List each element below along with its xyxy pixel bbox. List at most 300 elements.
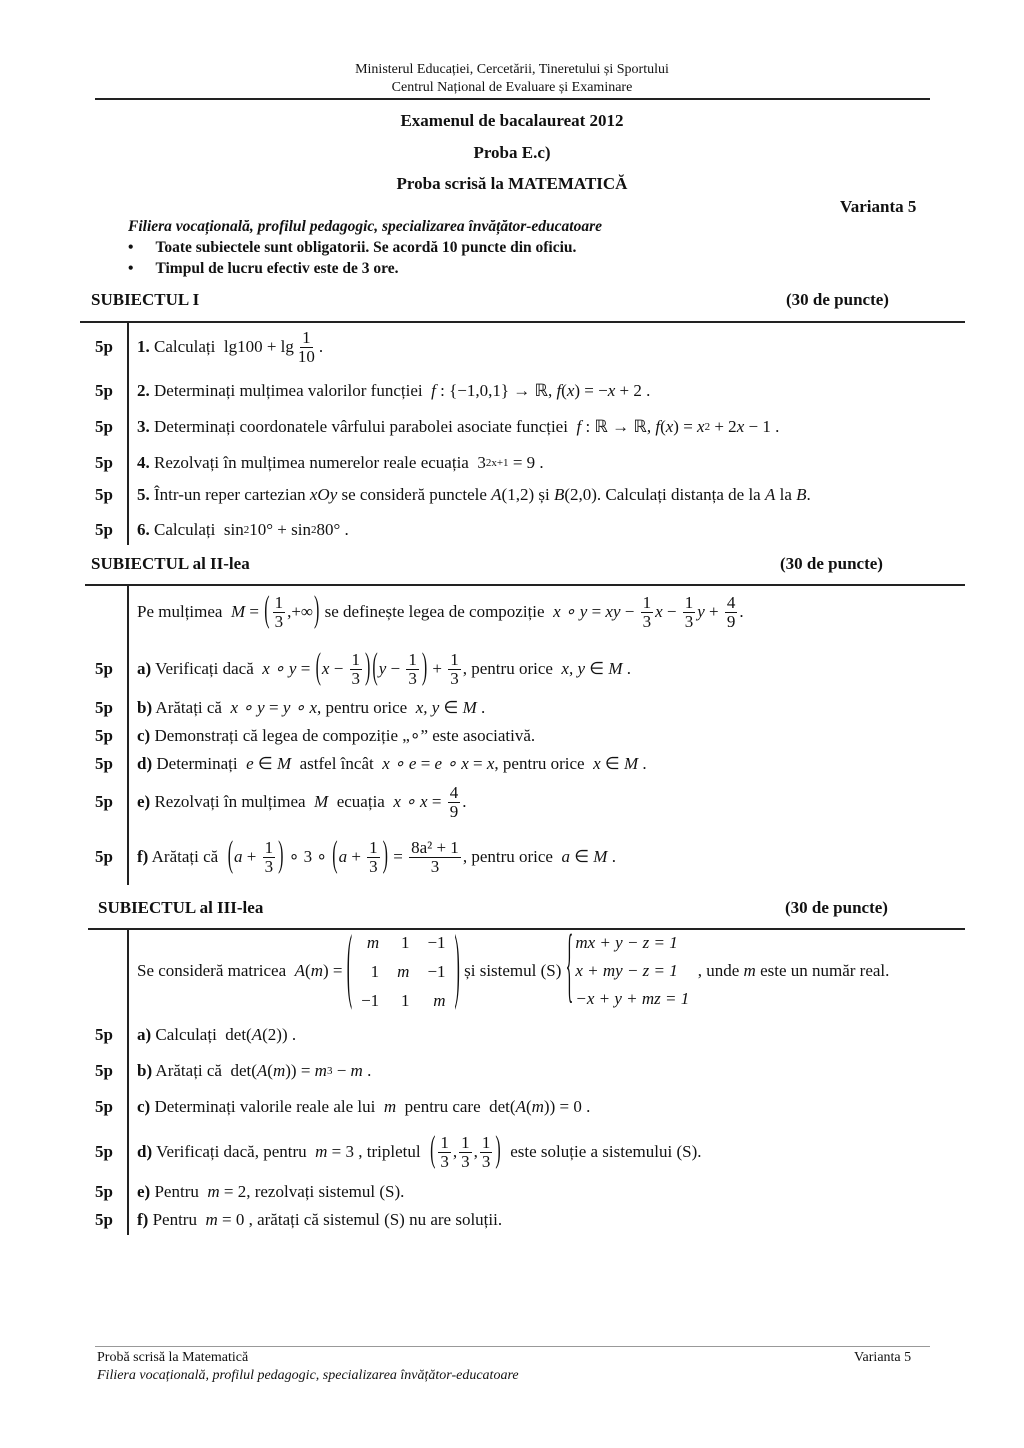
parenthesized-expression <box>429 1131 502 1171</box>
text-run: Verificați dacă <box>151 659 263 678</box>
question-text <box>137 1061 371 1081</box>
right-paren: ) <box>421 648 428 688</box>
numerator: 4 <box>449 782 459 802</box>
text-run: astfel încât <box>291 754 383 773</box>
math-variable: f <box>556 381 562 400</box>
center-name: Centrul Național de Evaluare și Examinare <box>391 80 633 95</box>
question-text <box>137 1210 502 1230</box>
problem-statement <box>137 924 890 1015</box>
text-run: , pentru orice <box>462 847 562 866</box>
fraction <box>367 839 380 876</box>
section-3-points: (30 de puncte) <box>785 898 888 917</box>
question-text <box>137 754 647 774</box>
system-equations <box>575 929 689 1013</box>
text-run: ∈ <box>600 754 624 773</box>
points-label: 5p <box>95 1210 113 1229</box>
text-run: + <box>704 602 723 621</box>
text-run: Se consideră matricea <box>137 961 295 980</box>
parenthesized-expression <box>263 591 320 631</box>
text-run: = 3 , tripletul <box>327 1142 430 1161</box>
item-label: 2. <box>137 381 150 400</box>
points-label: 5p <box>95 754 113 773</box>
text-run: . <box>622 659 631 678</box>
points-label: 5p <box>95 453 113 472</box>
text-run: = 2, rezolvați sistemul (S). <box>219 1182 405 1201</box>
footer-variant: Varianta 5 <box>854 1350 912 1365</box>
matrix-cell: m <box>397 961 410 981</box>
points-label: 5p <box>95 381 113 400</box>
math-variable: e ∘ x <box>434 754 469 773</box>
matrix-cell: −1 <box>427 961 446 981</box>
text-run: , pentru orice <box>317 698 416 717</box>
fraction <box>263 839 276 876</box>
math-variable: m <box>205 1210 218 1229</box>
matrix-cell: −1 <box>361 990 380 1010</box>
text-run: este un număr real. <box>755 961 890 980</box>
math-variable: e <box>246 754 254 773</box>
instruction-item <box>128 239 576 257</box>
denominator: 3 <box>440 1151 449 1171</box>
math-variable: x ∘ y <box>262 659 297 678</box>
numerator: 1 <box>481 1132 491 1152</box>
numerator: 1 <box>264 837 274 857</box>
points-label: 5p <box>95 1097 113 1116</box>
points-label: 5p <box>95 520 113 539</box>
text-run: − <box>329 659 348 678</box>
exponent: 2 <box>310 524 317 536</box>
math-variable: A <box>515 1097 526 1116</box>
text-run: la <box>775 485 797 504</box>
points-label: 5p <box>95 337 113 356</box>
section-2-title: SUBIECTUL al II-lea <box>91 554 250 573</box>
math-variable: x <box>321 659 330 678</box>
numerator: 1 <box>450 649 459 669</box>
question-text <box>137 485 811 505</box>
item-label: f) <box>137 1210 149 1229</box>
text-run: = <box>264 698 283 717</box>
question-text <box>137 648 631 688</box>
section-3-title: SUBIECTUL al III-lea <box>98 898 264 917</box>
item-label: e) <box>137 1182 151 1201</box>
math-variable: m <box>314 1061 327 1080</box>
fraction <box>725 594 738 631</box>
text-run: ∈ <box>439 698 463 717</box>
numerator: 1 <box>274 592 284 612</box>
text-run: ecuația <box>328 792 394 811</box>
exam-title: Examenul de bacalaureat 2012 <box>400 111 624 130</box>
text-run: , <box>452 1142 458 1161</box>
system-equation: mx + y − z = 1 <box>575 933 678 952</box>
math-variable: x <box>593 754 601 773</box>
text-run: Pentru <box>148 1210 206 1229</box>
points-label: 5p <box>95 726 113 745</box>
question-text <box>137 784 466 821</box>
text-run: ,+∞ <box>287 602 314 621</box>
fraction <box>273 594 286 631</box>
footer-left-1: Probă scrisă la Matematică <box>97 1350 249 1365</box>
exam-subject: Proba scrisă la MATEMATICĂ <box>396 174 628 193</box>
question-text <box>137 726 535 746</box>
text-run: − <box>620 602 639 621</box>
math-variable: M <box>593 847 608 866</box>
question-text <box>137 453 544 473</box>
item-label: b) <box>137 1061 153 1080</box>
left-paren: ( <box>332 836 338 876</box>
matrix-cell: m <box>433 990 446 1010</box>
math-variable: f <box>576 417 582 436</box>
math-variable: A <box>251 1025 263 1044</box>
exponent: 2 <box>243 524 250 536</box>
math-variable: m <box>315 1142 328 1161</box>
fraction <box>459 1134 472 1171</box>
denominator: 3 <box>351 668 361 688</box>
fraction <box>448 651 461 688</box>
right-paren: ) <box>314 591 320 631</box>
denominator: 3 <box>369 856 378 876</box>
math-variable: A <box>764 485 776 504</box>
text-run: = 9 . <box>508 453 544 472</box>
text-run: Arătați că <box>148 847 227 866</box>
text-run: ∈ <box>569 847 594 866</box>
item-label: d) <box>137 1142 153 1161</box>
matrix-cell: −1 <box>427 932 446 952</box>
text-run: = <box>427 792 446 811</box>
text-run: pentru care det( <box>396 1097 516 1116</box>
right-paren: ) <box>278 836 284 876</box>
math-variable: m <box>531 1097 544 1116</box>
denominator: 3 <box>684 611 694 631</box>
question-text <box>137 1025 296 1045</box>
text-run: se definește legea de compoziție <box>320 602 554 621</box>
text-run: = <box>245 602 264 621</box>
numerator: 1 <box>642 592 652 612</box>
text-run: )) = 0 . <box>543 1097 591 1116</box>
text-run: Calculați lg100 + lg <box>149 337 294 356</box>
math-variable: M <box>608 659 623 678</box>
item-label: b) <box>137 698 153 717</box>
math-variable: m <box>207 1182 220 1201</box>
math-variable: y <box>697 602 705 621</box>
math-variable: xOy <box>309 485 338 504</box>
math-variable: M <box>314 792 329 811</box>
text-run: , pentru orice <box>494 754 594 773</box>
math-variable: x <box>697 417 705 436</box>
math-variable: A <box>256 1061 268 1080</box>
text-run: ( <box>660 417 666 436</box>
text-run: (2,0). Calculați distanța de la <box>564 485 765 504</box>
points-label: 5p <box>95 485 113 504</box>
math-variable: m <box>350 1061 363 1080</box>
text-run: 80° . <box>316 520 349 539</box>
item-label: 1. <box>137 337 150 356</box>
bullet-icon: • <box>128 260 134 277</box>
text-run: . <box>462 792 467 811</box>
left-paren: ( <box>372 648 378 688</box>
text-run: Verificați dacă, pentru <box>152 1142 316 1161</box>
text-run: Determinați mulțimea valorilor funcției <box>149 381 432 400</box>
parenthesized-expression <box>315 648 372 688</box>
points-label: 5p <box>95 847 113 866</box>
math-variable: A <box>491 485 502 504</box>
equation-system <box>565 924 690 1013</box>
parenthesized-expression <box>371 648 428 688</box>
exponent: 3 <box>326 1065 333 1077</box>
math-variable: m <box>272 1061 286 1080</box>
question-text <box>137 1097 590 1117</box>
text-run: ∈ <box>585 659 609 678</box>
section-1-title: SUBIECTUL I <box>91 290 200 309</box>
denominator: 3 <box>481 1151 491 1171</box>
system-brace: { <box>565 924 574 1013</box>
points-label: 5p <box>95 1182 113 1201</box>
text-run: Rezolvați în mulțimea numerelor reale ecuația 3 <box>149 453 486 472</box>
text-run: , <box>473 1142 478 1161</box>
text-run: ( <box>561 381 567 400</box>
text-run: + <box>428 659 447 678</box>
math-variable: x, y <box>561 659 586 678</box>
numerator: 1 <box>684 592 694 612</box>
math-variable: M <box>276 754 292 773</box>
text-run: + <box>347 847 366 866</box>
exponent: 2x+1 <box>485 457 509 469</box>
item-label: a) <box>137 659 152 678</box>
instruction-item <box>128 260 399 278</box>
right-paren: ) <box>365 648 371 688</box>
instruction-text: Timpul de lucru efectiv este de 3 ore. <box>155 260 399 277</box>
section-3-column-line <box>127 930 129 1235</box>
section-2-divider <box>85 584 965 586</box>
math-variable: y ∘ x <box>282 698 318 717</box>
text-run: Într-un reper cartezian <box>149 485 310 504</box>
text-run: ) = <box>323 961 347 980</box>
text-run: , unde <box>689 961 744 980</box>
header-divider <box>95 98 930 100</box>
matrix-table <box>352 928 454 1015</box>
math-variable: x ∘ e <box>382 754 417 773</box>
text-run: = <box>468 754 487 773</box>
text-run: − <box>662 602 681 621</box>
text-run: Determinați valorile reale ale lui <box>150 1097 384 1116</box>
instruction-text: Toate subiectele sunt obligatorii. Se acordă 10 puncte din oficiu. <box>155 239 577 256</box>
fraction <box>480 1134 493 1171</box>
math-variable: x <box>736 417 745 436</box>
section-1-divider <box>80 321 965 323</box>
text-run: Determinați <box>152 754 247 773</box>
math-variable: x <box>607 381 616 400</box>
item-label: c) <box>137 1097 151 1116</box>
section-2-column-line <box>127 586 129 885</box>
math-variable: m <box>310 961 323 980</box>
text-run: Calculați sin <box>149 520 244 539</box>
math-variable: B <box>553 485 565 504</box>
points-label: 5p <box>95 792 113 811</box>
text-run: ( <box>525 1097 532 1116</box>
left-paren: ( <box>264 591 270 631</box>
section-2-points: (30 de puncte) <box>780 554 883 573</box>
text-run: se consideră punctele <box>337 485 492 504</box>
exponent: 2 <box>704 421 711 433</box>
section-1-column-line <box>127 323 129 545</box>
text-run: = <box>416 754 435 773</box>
denominator: 3 <box>264 856 274 876</box>
section-1-points: (30 de puncte) <box>786 290 889 309</box>
left-paren: ( <box>227 836 234 876</box>
denominator: 9 <box>449 801 459 821</box>
matrix <box>346 924 460 1015</box>
system-equation: x + my − z = 1 <box>575 961 678 980</box>
question-text <box>137 520 349 540</box>
ministry-name: Ministerul Educației, Cercetării, Tineretului și Sportului <box>355 62 669 77</box>
matrix-right-paren: ) <box>454 924 460 1013</box>
text-run: + 2 <box>710 417 737 436</box>
text-run: Pe mulțimea <box>137 602 231 621</box>
footer-left-2: Filiera vocațională, profilul pedagogic, specializarea învățător-educatoare <box>97 1368 519 1383</box>
math-variable: x <box>566 381 575 400</box>
math-variable: x ∘ y <box>553 602 588 621</box>
fraction <box>448 784 461 821</box>
denominator: 3 <box>408 668 417 688</box>
text-run: = <box>388 847 408 866</box>
denominator: 9 <box>726 611 736 631</box>
text-run: (1,2) și <box>501 485 554 504</box>
numerator: 8a² + 1 <box>411 837 459 857</box>
math-variable: xy <box>605 602 621 621</box>
math-variable: A <box>294 961 306 980</box>
text-run: . <box>362 1061 372 1080</box>
text-run: ( <box>305 961 311 980</box>
text-run: , pentru orice <box>462 659 562 678</box>
fraction <box>350 651 363 688</box>
math-variable: a <box>234 847 243 866</box>
denominator: 10 <box>297 346 315 366</box>
numerator: 1 <box>408 649 417 669</box>
math-variable: B <box>796 485 807 504</box>
text-run: ∘ 3 ∘ <box>284 847 332 866</box>
fraction <box>438 1134 451 1171</box>
parenthesized-expression <box>331 836 389 876</box>
numerator: 1 <box>302 327 311 347</box>
denominator: 3 <box>450 668 459 688</box>
left-paren: ( <box>430 1131 436 1171</box>
text-run: este soluție a sistemului (S). <box>501 1142 702 1161</box>
item-label: 4. <box>137 453 150 472</box>
text-run: = <box>296 659 315 678</box>
track-label: Filiera vocațională, profilul pedagogic, specializarea învățător-educatoare <box>128 218 603 235</box>
matrix-cell: 1 <box>400 932 410 952</box>
text-run: ) = − <box>574 381 608 400</box>
parenthesized-expression <box>227 836 285 876</box>
question-text <box>137 836 616 876</box>
text-run: . <box>476 698 486 717</box>
question-text <box>137 1182 404 1202</box>
question-text <box>137 329 323 366</box>
numerator: 1 <box>369 837 378 857</box>
item-label: a) <box>137 1025 152 1044</box>
math-variable: a <box>338 847 348 866</box>
matrix-cell: m <box>366 932 380 952</box>
item-label: e) <box>137 792 151 811</box>
math-variable: M <box>230 602 246 621</box>
points-label: 5p <box>95 1025 113 1044</box>
text-run: Rezolvați în mulțimea <box>150 792 315 811</box>
text-run: = <box>587 602 606 621</box>
fraction <box>409 839 461 876</box>
points-label: 5p <box>95 659 113 678</box>
question-text <box>137 381 650 401</box>
text-run: . <box>318 337 324 356</box>
text-run: − 1 . <box>744 417 780 436</box>
left-paren: ( <box>315 648 321 688</box>
footer-divider <box>95 1346 930 1347</box>
matrix-cell: 1 <box>370 961 380 981</box>
bullet-icon: • <box>128 239 134 256</box>
text-run: (2)) . <box>262 1025 297 1044</box>
item-label: c) <box>137 726 151 745</box>
fraction <box>406 651 419 688</box>
text-run: : {−1,0,1} → ℝ, <box>435 381 557 400</box>
numerator: 1 <box>461 1132 470 1152</box>
math-variable: M <box>623 754 639 773</box>
points-label: 5p <box>95 1142 113 1161</box>
text-run: Demonstrați că legea de compoziție „∘” este asociativă. <box>150 726 536 745</box>
system-equation: −x + y + mz = 1 <box>575 989 690 1008</box>
math-variable: m <box>383 1097 397 1116</box>
text-run: Pentru <box>150 1182 208 1201</box>
item-label: 3. <box>137 417 150 436</box>
text-run: + <box>242 847 261 866</box>
denominator: 3 <box>461 1151 470 1171</box>
math-variable: x ∘ x <box>393 792 428 811</box>
denominator: 3 <box>274 611 284 631</box>
question-text <box>137 698 485 718</box>
math-variable: x <box>665 417 674 436</box>
text-run: Determinați coordonatele vârfului parabolei asociate funcției <box>149 417 577 436</box>
text-run: : ℝ → ℝ, <box>581 417 656 436</box>
math-variable: y <box>378 659 387 678</box>
text-run: Arătați că <box>152 698 231 717</box>
math-variable: x <box>486 754 495 773</box>
math-variable: f <box>431 381 436 400</box>
text-run: 10° + sin <box>249 520 311 539</box>
exam-proba: Proba E.c) <box>473 143 551 162</box>
right-paren: ) <box>382 836 388 876</box>
math-variable: x ∘ y <box>230 698 265 717</box>
text-run: și sistemul (S) <box>459 961 566 980</box>
fraction <box>296 329 317 366</box>
problem-statement <box>137 591 744 631</box>
fraction <box>683 594 696 631</box>
text-run: ) = <box>673 417 698 436</box>
text-run: = 0 , arătați că sistemul (S) nu are soluții. <box>217 1210 503 1229</box>
math-variable: m <box>743 961 756 980</box>
text-run: ∈ <box>253 754 277 773</box>
math-variable: x <box>655 602 663 621</box>
text-run: Arătați că det( <box>152 1061 257 1080</box>
text-run: . <box>638 754 647 773</box>
denominator: 3 <box>642 611 652 631</box>
fraction <box>641 594 654 631</box>
question-text <box>137 1131 702 1171</box>
text-run: Calculați det( <box>151 1025 252 1044</box>
points-label: 5p <box>95 417 113 436</box>
text-run: − <box>386 659 405 678</box>
math-variable: a <box>561 847 570 866</box>
item-label: 5. <box>137 485 150 504</box>
right-paren: ) <box>495 1131 501 1171</box>
item-label: d) <box>137 754 153 773</box>
text-run: ( <box>267 1061 273 1080</box>
numerator: 1 <box>440 1132 449 1152</box>
